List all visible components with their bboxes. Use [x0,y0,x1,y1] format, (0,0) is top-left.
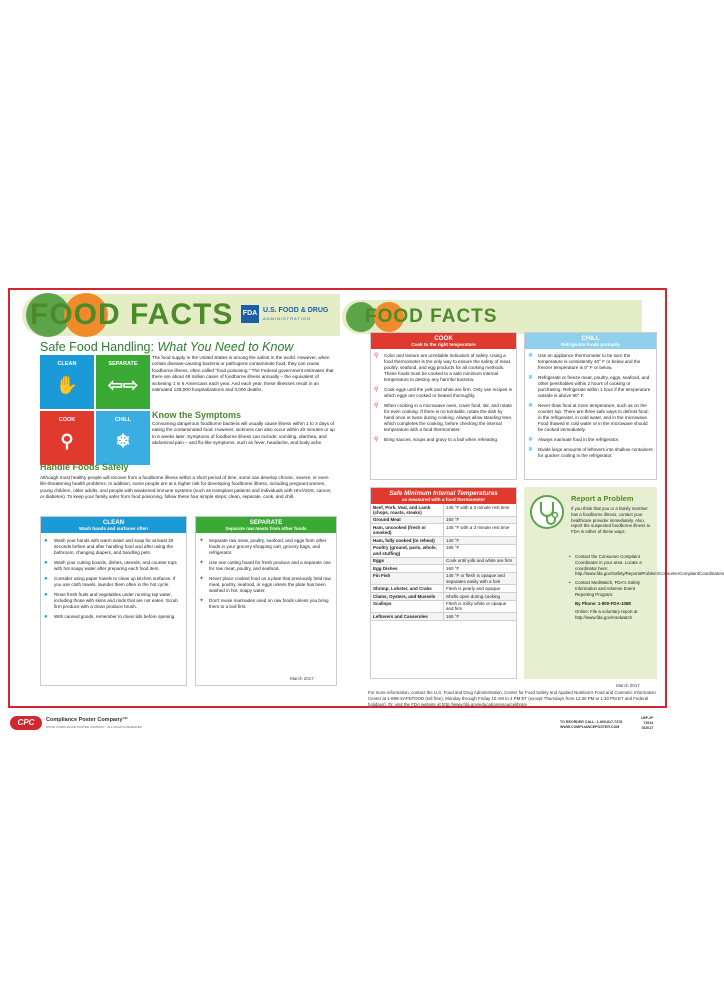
report-item: Contact the Consumer Complaint Coordinator in your area. Locate a coordinator here: http://www.fda.gov/Safety/ReportaProblem/ConsumerComplaintCoordinators [575,554,724,577]
tile-chill-label: CHILL [114,417,132,423]
droplet-icon: ● [44,560,48,566]
table-row [371,516,516,524]
clean-panel [40,516,187,686]
report-list [569,554,724,621]
fda-sub: ADMINISTRATION [263,316,311,321]
table-row [371,544,516,557]
separate-panel-header [196,517,336,533]
clean-item: Rinse fresh fruits and vegetables under running tap water, including those with skins and rinds that are not eaten. Scrub firm produce with a clean produce brush. [54,592,178,609]
clean-title: CLEAN [102,519,125,526]
cpc-logo: CPC [10,716,42,730]
food-facts-brand: FOOD FACTS [30,298,234,331]
snowflake-bullet-icon: ❄ [528,437,534,443]
table-row [371,524,516,537]
chill-subtitle: Refrigerate foods promptly [561,342,620,347]
table-row [371,572,516,585]
report-intro: If you think that you or a family member has a foodborne illness, contact your healthcare provider immediately. Also, report the suspected foodborne illness to FDA in either of these ways: [571,506,651,535]
list-item [196,598,333,610]
food-cell: Ground Meat [371,516,444,524]
reorder-website: WWW.COMPLIANCEPOSTER.COM [560,725,620,729]
tile-separate [96,355,150,409]
arrows-icon: ⇦⇨ [107,375,139,395]
company-name: Compliance Poster Company™ [46,717,128,723]
snowflake-icon: ❄ [115,431,131,451]
food-cell: Eggs [371,557,444,565]
thermometer-bullet-icon: ⚲ [374,387,379,393]
thermometer-bullet-icon: ⚲ [374,353,379,359]
tile-cook [40,411,94,465]
separate-panel [195,516,337,686]
temp-cell: 145 °F with a 3 minute rest time [444,524,517,537]
clean-item: Wash your hands with warm water and soap for at least 20 seconds before and after handling food and after using the bathroom, changing diapers, and handling pets. [54,538,174,555]
list-item [41,576,183,588]
temp-cell: 145 °F with a 3 minute rest time [444,504,517,516]
right-date: March 2017 [616,683,640,688]
list-item [371,403,513,433]
code-2: T4914 [643,721,654,725]
table-row [371,593,516,601]
left-date: March 2017 [290,676,314,681]
cook-subtitle: Cook to the right temperature [411,342,476,347]
table-row [371,565,516,573]
symptoms-title: Know the Symptoms [152,410,242,420]
list-item [525,447,653,459]
droplet-icon: ● [44,576,48,582]
tile-clean-label: CLEAN [57,361,77,367]
snowflake-bullet-icon: ❄ [528,403,534,409]
separate-subtitle: Separate raw meats from other foods [225,526,307,531]
title-italic: What You Need to Know [157,340,294,354]
chill-panel-header [525,333,656,349]
footnote: For more information, contact the U.S. Food and Drug Administration, Center for Food Safety and Applied Nutrition's Food and Cosmetic Information Center at 1-888-SAFEFOOD (toll free), Monday through Friday 10 AM to 4 PM ET (except Thursdays from 12:30 PM to 1:30 PM ET and Federal holidays). Or, visit the FDA website at http://www.fda.gov/educationresourcelibrary [368,690,656,707]
separate-list [196,533,336,610]
temp-cell: 160 °F [444,565,517,573]
table-row [371,557,516,565]
page-title [40,340,293,354]
food-cell: Leftovers and Casseroles [371,613,444,621]
thermometer-icon: ⚲ [60,431,74,451]
code-1: LBP-2F [641,716,654,720]
fda-name: U.S. FOOD & DRUG [263,307,329,314]
temp-cell: Flesh is pearly and opaque [444,585,517,593]
chill-item: Divide large amounts of leftovers into shallow containers for quicker cooling in the refrigerator. [538,447,653,458]
clean-item: With canned goods, remember to clean lids before opening. [54,614,176,619]
arrows-bullet-icon: ✦ [199,560,205,566]
clean-subtitle: Wash hands and surfaces often [78,526,148,531]
temps-table [371,504,516,621]
list-item [41,538,183,556]
list-item [196,560,333,572]
droplet-icon: ● [44,614,48,620]
report-online: Online: File a voluntary report at http://www.fda.gov/medwatch [575,609,638,621]
list-item [569,554,724,577]
temp-cell: 165 °F [444,544,517,557]
food-cell: Clams, Oysters, and Mussels [371,593,444,601]
food-cell: Ham, uncooked (fresh or smoked) [371,524,444,537]
droplet-icon: ● [44,592,48,598]
tile-cook-label: COOK [58,417,76,423]
report-phone: By Phone: 1-800-FDA-1088 [575,600,631,606]
snowflake-bullet-icon: ❄ [528,375,534,381]
temps-panel [370,487,517,679]
cook-panel-header [371,333,516,349]
report-item: Contact MedWatch, FDA's Safety Information and Adverse Event Reporting Program: [575,580,641,597]
title-plain: Safe Food Handling: [40,340,158,354]
tile-separate-label: SEPARATE [108,361,138,367]
handle-text: Although most healthy people will recover from a foodborne illness within a short period of time, some can develop chronic, severe, or even life-threatening health problems. In addition, some people are at a higher risk for developing foodborne illness, including pregnant women, young children, older adults, and people with weakened immune systems (such as transplant patients and individuals with HIV/AIDS, cancer, or diabetes). To keep your family safer from food poisoning, follow these four simple steps: clean, separate, cook, and chill. [40,475,332,500]
chill-item: Always marinate food in the refrigerator. [538,437,620,442]
list-item [41,614,183,620]
temp-cell: Flesh is milky white or opaque and firm [444,600,517,613]
list-item [525,375,653,399]
tile-clean [40,355,94,409]
list-item [525,437,653,443]
snowflake-bullet-icon: ❄ [528,447,534,453]
temp-cell: 160 °F [444,516,517,524]
food-cell: Poultry (ground, parts, whole, and stuffing) [371,544,444,557]
arrows-bullet-icon: ✦ [199,598,205,604]
food-cell: Egg Dishes [371,565,444,573]
list-item [41,592,183,610]
table-row [371,585,516,593]
food-cell: Shrimp, Lobster, and Crabs [371,585,444,593]
chill-list [525,349,656,459]
table-row [371,537,516,545]
fda-logo-block [241,305,331,327]
chill-title: CHILL [581,335,600,342]
separate-item: Separate raw meat, poultry, seafood, and eggs from other foods in your grocery shopping cart, grocery bags, and refrigerator. [209,538,327,555]
bullet-icon: • [569,580,571,586]
temp-cell: 145 °F or flesh is opaque and separates easily with a fork [444,572,517,585]
temps-subtitle: as measured with a food thermometer [402,497,485,502]
clean-list [41,533,186,620]
food-facts-brand-right: FOOD FACTS [365,306,498,327]
symptoms-text: Consuming dangerous foodborne bacteria will usually cause illness within 1 to 3 days of eating the contaminated food. However, sickness can also occur within 20 minutes or up to 6 weeks later. Symptoms of foodborne illness can include: vomiting, diarrhea, and abdominal pain – and flu-like symptoms, such as fever, headache, and body ache. [152,421,335,446]
tile-chill [96,411,150,465]
list-item [196,538,333,556]
report-panel [524,487,724,679]
cook-item: Cook eggs until the yolk and white are firm. Only use recipes in which eggs are cooked or heated thoroughly. [384,387,513,398]
temp-cell: 140 °F [444,537,517,545]
cook-item: Color and texture are unreliable indicators of safety. Using a food thermometer is the only way to ensure the safety of meat, poultry, seafood, and egg products for all cooking methods. These foods must be cooked to a safe minimum internal temperature to destroy any harmful bacteria. [384,353,512,382]
stethoscope-icon [530,495,564,529]
hand-wash-icon: ✋ [55,375,79,395]
thermometer-bullet-icon: ⚲ [374,403,379,409]
list-item [41,560,183,572]
reorder-phone: TO REORDER CALL: 1-800-817-7378 [560,720,623,724]
list-item [196,576,333,594]
droplet-icon: ● [44,538,48,544]
thermometer-bullet-icon: ⚲ [374,437,379,443]
temps-title: Safe Minimum Internal Temperatures [389,490,498,497]
food-cell: Fin Fish [371,572,444,585]
temps-panel-header [371,488,516,504]
poster-codes [641,716,653,731]
clean-item: Wash your cutting boards, dishes, utensils, and counter tops with hot soapy water after preparing each food item. [54,560,177,571]
reorder-info [560,720,622,730]
table-row [371,613,516,621]
chill-item: Never thaw food at room temperature, such as on the counter top. There are three safe ways to defrost food: in the refrigerator, in cold water, and in the microwave. Food thawed in cold water or in the microwave should be cooked immediately. [538,403,649,432]
chill-item: Refrigerate or freeze meat, poultry, eggs, seafood, and other perishables within 2 hours of cooking or purchasing. Refrigerate within 1 hour if the temperature outside is above 90° F. [538,375,651,398]
food-cell: Ham, fully cooked (to reheat) [371,537,444,545]
separate-item: Use one cutting board for fresh produce and a separate one for raw meat, poultry, and seafood. [209,560,331,571]
food-cell: Beef, Pork, Veal, and Lamb (chops, roasts, steaks) [371,504,444,516]
intro-text: The food supply in the United States is among the safest in the world. However, when certain disease-causing bacteria or pathogens contaminate food, they can cause foodborne illness, often called "food poisoning." The Federal government estimates that there are about 48 million cases of foodborne illness annually – the equivalent of sickening 1 in 6 Americans each year. And each year, these illnesses result in an estimated 128,000 hospitalizations and 3,000 deaths. [152,355,334,393]
table-row [371,504,516,516]
temp-cell: Shells open during cooking [444,593,517,601]
cook-title: COOK [434,335,453,342]
code-3: 032017 [641,726,654,730]
clean-item: Consider using paper towels to clean up kitchen surfaces. If you use cloth towels, launder them often in the hot cycle. [54,576,176,587]
cook-panel [370,332,517,480]
list-item [525,353,653,371]
separate-item: Don't reuse marinades used on raw foods unless you bring them to a boil first. [209,598,329,609]
chill-panel [524,332,657,480]
fda-logo-icon: FDA [241,305,259,323]
table-row [371,600,516,613]
company-sub: STATE COMPLIANCE POSTER COMPANY · ALL RIGHTS RESERVED [46,725,142,729]
list-item [371,387,513,399]
chill-item: Use an appliance thermometer to be sure the temperature is consistently 40° F or below and the freezer temperature is 0° F or below. [538,353,641,370]
separate-item: Never place cooked food on a plate that previously held raw meat, poultry, seafood, or eggs unless the plate has been washed in hot, soapy water. [209,576,331,593]
list-item [371,353,513,383]
temp-cell: Cook until yolk and white are firm [444,557,517,565]
cook-item: Bring sauces, soups and gravy to a boil when reheating. [384,437,499,442]
bullet-icon: • [569,554,571,559]
clean-panel-header [41,517,186,533]
arrows-bullet-icon: ✦ [199,538,205,544]
list-item [525,403,653,433]
list-item [371,437,513,443]
handle-title: Handle Foods Safely [40,462,129,472]
temp-cell: 165 °F [444,613,517,621]
snowflake-bullet-icon: ❄ [528,353,534,359]
cook-list [371,349,516,443]
food-cell: Scallops [371,600,444,613]
separate-title: SEPARATE [249,519,283,526]
report-title: Report a Problem [571,494,634,503]
arrows-bullet-icon: ✦ [199,576,205,582]
cook-item: When cooking in a microwave oven, cover food, stir, and rotate for even cooking. If there is no turntable, rotate the dish by hand once or twice during cooking. Always allow standing time, which completes the cooking, before checking the internal temperature with a food thermometer. [384,403,513,432]
list-item [569,580,654,597]
